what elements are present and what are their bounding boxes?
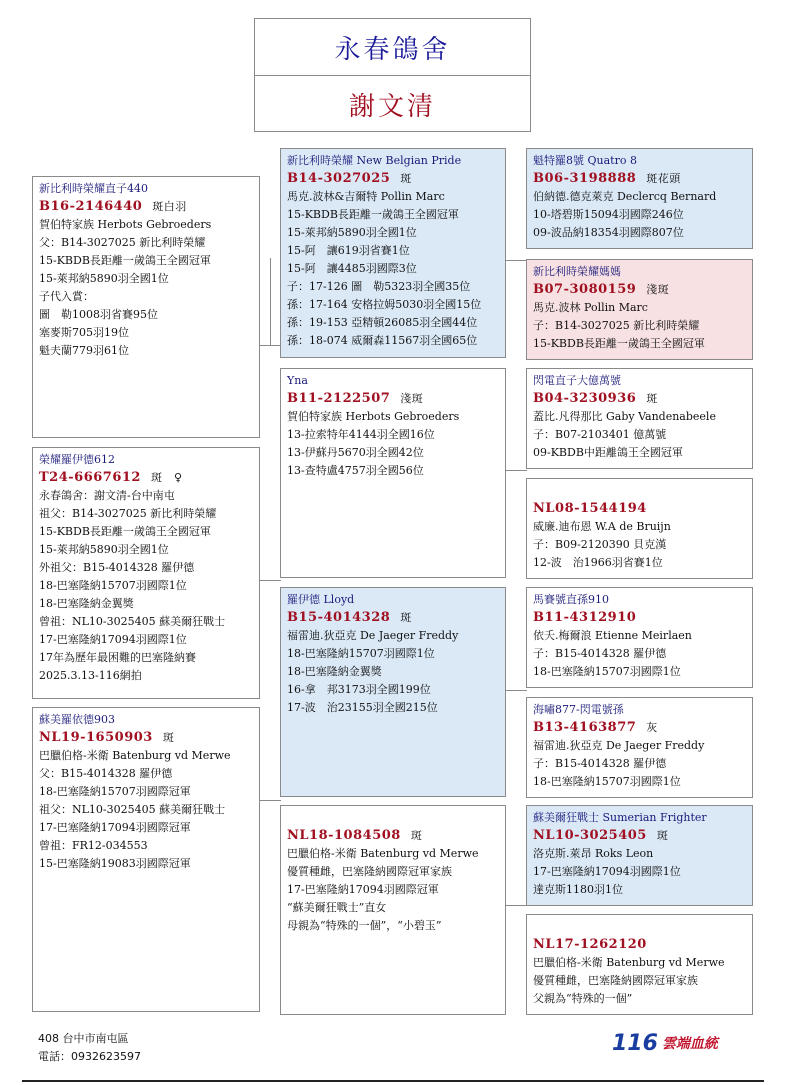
pedigree-box-ggp4 [526,478,753,579]
record-line: 子：B15-4014328 羅伊德 [533,757,667,770]
ring-number [287,827,499,845]
bird-name [533,482,746,500]
ring-number [533,390,746,408]
ring-number [39,469,253,487]
owner-name: 謝文清 [348,91,436,122]
pedigree-box-subject [32,447,260,699]
ring-id: B14-3027025 [287,171,391,186]
logo-number: 116 [612,1030,658,1056]
address: 408 台中市南屯區 [38,1032,129,1045]
record-line: 福雷迪.狄亞克 De Jaeger Freddy [533,739,705,752]
record-line: 魁夫蘭779羽61位 [39,344,129,357]
record-line: 曾祖：FR12-034553 [39,839,148,852]
record-line: 13-查特盧4757羽全國56位 [287,464,424,477]
ring-id: B11-2122507 [287,391,391,406]
bird-name: Yna [287,374,308,387]
record-line: 福雷迪.狄亞克 De Jaeger Freddy [287,629,459,642]
record-line: 優質種雌，巴塞隆納國際冠軍家族 [533,974,698,987]
color-sex: 斑 ♀ [150,471,183,484]
record-line: 伯納德.德克萊克 Declercq Bernard [533,190,717,203]
record-line: 賀伯特家族 Herbots Gebroeders [39,218,212,231]
record-line: 洛克斯.萊昂 Roks Leon [533,847,654,860]
record-line: 13-伊蘇丹5670羽全國42位 [287,446,424,459]
brand-logo [612,1030,722,1056]
record-line: 孫：17-164 安格拉姆5030羽全國15位 [287,298,482,311]
ring-number [533,281,746,299]
record-line: 母親為“特殊的一個”，“小碧玉” [287,919,442,932]
record-line: 依夭.梅爾浪 Etienne Meirlaen [533,629,692,642]
record-line: 18-巴塞隆納15707羽國際1位 [533,775,681,788]
record-line: 18-巴塞隆納15707羽國際1位 [39,579,187,592]
record-line: 外祖父：B15-4014328 羅伊德 [39,561,195,574]
bird-name: 蘇美爾狂戰士 Sumerian Frighter [533,811,707,824]
connector [505,905,527,906]
ring-id: B15-4014328 [287,610,391,625]
record-line: “蘇美爾狂戰士”直女 [287,901,387,914]
record-line: 子：B15-4014328 羅伊德 [533,647,667,660]
ring-id: B07-3080159 [533,282,637,297]
record-line: 優質種雌，巴塞隆納國際冠軍家族 [287,865,452,878]
pedigree-box-gp2 [280,368,506,578]
ring-number [287,609,499,627]
record-line: 18-巴塞隆納金翼獎 [287,665,382,678]
pedigree-box-ggp3 [526,368,753,469]
connector [259,800,281,801]
record-line: 15-阿 讓619羽省賽1位 [287,244,410,257]
record-line: 威廉.迪布恩 W.A de Bruijn [533,520,671,533]
ring-number [533,170,746,188]
record-line: 15-KBDB長距離一歲鴿王全國冠軍 [39,525,211,538]
record-line: 18-巴塞隆納15707羽國際1位 [533,665,681,678]
record-line: 達克斯1180羽1位 [533,883,623,896]
footer-contact [38,1030,141,1066]
ring-id: NL18-1084508 [287,828,401,843]
pedigree-box-ggp6 [526,697,753,798]
connector [259,580,281,581]
color-sex: 斑 [400,172,412,185]
ring-id: B04-3230936 [533,391,637,406]
pedigree-box-ggp8 [526,914,753,1015]
record-line: 子：B14-3027025 新比利時榮耀 [533,319,700,332]
ring-number [533,936,746,954]
divider [22,1080,764,1082]
color-sex: 斑 [646,392,658,405]
color-sex: 斑 [400,611,412,624]
bird-name [533,918,746,936]
record-line: 09-KBDB中距離鴿王全國冠軍 [533,446,683,459]
color-sex: 斑 [162,731,175,744]
record-line: 巴臘伯格-米衛 Batenburg vd Merwe [39,749,231,762]
pedigree-box-dam [32,707,260,1012]
record-line: 2025.3.13-116網拍 [39,669,142,682]
record-line: 15-KBDB長距離一歲鴿王全國冠軍 [533,337,705,350]
ring-id: B16-2146440 [39,199,143,214]
ring-number [533,827,746,845]
pedigree-box-ggp7 [526,805,753,906]
pedigree-box-gp3 [280,587,506,797]
pedigree-box-ggp5 [526,587,753,688]
record-line: 15-萊邦納5890羽全國1位 [39,543,169,556]
record-line: 孫：19-153 亞精頓26085羽全國44位 [287,316,478,329]
ring-id: B13-4163877 [533,720,637,735]
record-line: 15-KBDB長距離一歲鴿王全國冠軍 [287,208,459,221]
color-sex: 淺斑 [646,283,670,296]
color-sex: 斑 [656,829,669,842]
record-line: 曾祖：NL10-3025405 蘇美爾狂戰士 [39,615,226,628]
record-line: 祖父：B14-3027025 新比利時榮耀 [39,507,217,520]
color-sex: 斑 [410,829,423,842]
bird-name: 新比利時榮耀媽媽 [533,265,621,278]
pedigree-box-gp1 [280,148,506,358]
record-line: 塞麥斯705羽19位 [39,326,129,339]
ring-number [533,500,746,518]
bird-name: 新比利時榮耀直子440 [39,182,148,195]
record-line: 17-巴塞隆納17094羽國際1位 [39,633,187,646]
record-line: 15-萊邦納5890羽全國1位 [287,226,417,239]
record-line: 13-拉索特年4144羽全國16位 [287,428,435,441]
bird-name: 馬賽號直孫910 [533,593,609,606]
record-line: 永春鴿舍：謝文清-台中南屯 [39,489,175,502]
connector [505,260,527,261]
record-line: 10-塔碧斯15094羽國際246位 [533,208,684,221]
ring-id: B06-3198888 [533,171,637,186]
record-line: 孫：18-074 威爾森11567羽全國65位 [287,334,478,347]
ring-id: NL19-1650903 [39,730,153,745]
connector [505,470,527,471]
bird-name: 新比利時榮耀 New Belgian Pride [287,154,462,167]
bird-name: 海嘯877-閃電號孫 [533,703,624,716]
record-line: 18-巴塞隆納15707羽國際冠軍 [39,785,191,798]
logo-text: 雲端血統 [661,1036,718,1052]
record-line: 馬克.波林 Pollin Marc [533,301,648,314]
ring-id: NL17-1262120 [533,937,647,952]
pedigree-box-sire [32,176,260,438]
connector [270,258,271,345]
record-line: 父：B15-4014328 羅伊德 [39,767,173,780]
pedigree-box-gp4 [280,805,506,1015]
record-line: 15-萊邦納5890羽全國1位 [39,272,169,285]
bird-name: 羅伊德 Lloyd [287,593,355,606]
record-line: 17-巴塞隆納17094羽國際1位 [533,865,681,878]
record-line: 18-巴塞隆納金翼獎 [39,597,134,610]
color-sex: 斑花頭 [646,172,681,185]
record-line: 15-巴塞隆納19083羽國際冠軍 [39,857,191,870]
record-line: 18-巴塞隆納15707羽國際1位 [287,647,435,660]
ring-number [533,609,746,627]
record-line: 圖 勒1008羽省賽95位 [39,308,158,321]
record-line: 17-巴塞隆納17094羽國際冠軍 [39,821,191,834]
connector [505,690,527,691]
record-line: 馬克.波林&吉爾特 Pollin Marc [287,190,445,203]
record-line: 17-波 治23155羽全國215位 [287,701,438,714]
ring-id: B11-4312910 [533,610,637,625]
record-line: 子：B07-2103401 億萬號 [533,428,667,441]
pedigree-box-ggp2 [526,259,753,360]
phone: 電話：0932623597 [38,1050,141,1063]
bird-name [287,809,499,827]
ring-id: NL08-1544194 [533,501,647,516]
bird-name: 魁特羅8號 Quatro 8 [533,154,637,167]
record-line: 蓋比.凡得那比 Gaby Vandenabeele [533,410,716,423]
pedigree-box-ggp1 [526,148,753,249]
loft-name: 永春鴿舍 [255,19,530,76]
bird-name: 蘇美羅依德903 [39,713,115,726]
record-line: 12-波 治1966羽省賽1位 [533,556,663,569]
record-line: 17年為歷年最困難的巴塞隆納賽 [39,651,196,664]
color-sex: 斑白羽 [152,200,187,213]
record-line: 父：B14-3027025 新比利時榮耀 [39,236,206,249]
title-block [254,18,531,132]
ring-id: T24-6667612 [39,470,141,485]
ring-number [287,170,499,188]
ring-number [39,729,253,747]
record-line: 父親為“特殊的一個” [533,992,633,1005]
record-line: 子代入賞： [39,290,94,303]
record-line: 15-KBDB長距離一歲鴿王全國冠軍 [39,254,211,267]
record-line: 祖父：NL10-3025405 蘇美爾狂戰士 [39,803,226,816]
record-line: 子：17-126 圖 勒5323羽全國35位 [287,280,471,293]
color-sex: 灰 [646,721,658,734]
record-line: 16-拿 邦3173羽全國199位 [287,683,431,696]
color-sex: 淺斑 [400,392,424,405]
record-line: 賀伯特家族 Herbots Gebroeders [287,410,460,423]
ring-number [287,390,499,408]
record-line: 巴臘伯格-米衛 Batenburg vd Merwe [533,956,725,969]
connector [259,345,281,346]
record-line: 巴臘伯格-米衛 Batenburg vd Merwe [287,847,479,860]
ring-number [533,719,746,737]
record-line: 09-波品納18354羽國際807位 [533,226,684,239]
record-line: 17-巴塞隆納17094羽國際冠軍 [287,883,439,896]
record-line: 15-阿 讓4485羽國際3位 [287,262,417,275]
bird-name: 閃電直子大億萬號 [533,374,621,387]
bird-name: 榮耀羅伊德612 [39,453,115,466]
ring-number [39,198,253,216]
ring-id: NL10-3025405 [533,828,647,843]
record-line: 子：B09-2120390 貝克漢 [533,538,667,551]
